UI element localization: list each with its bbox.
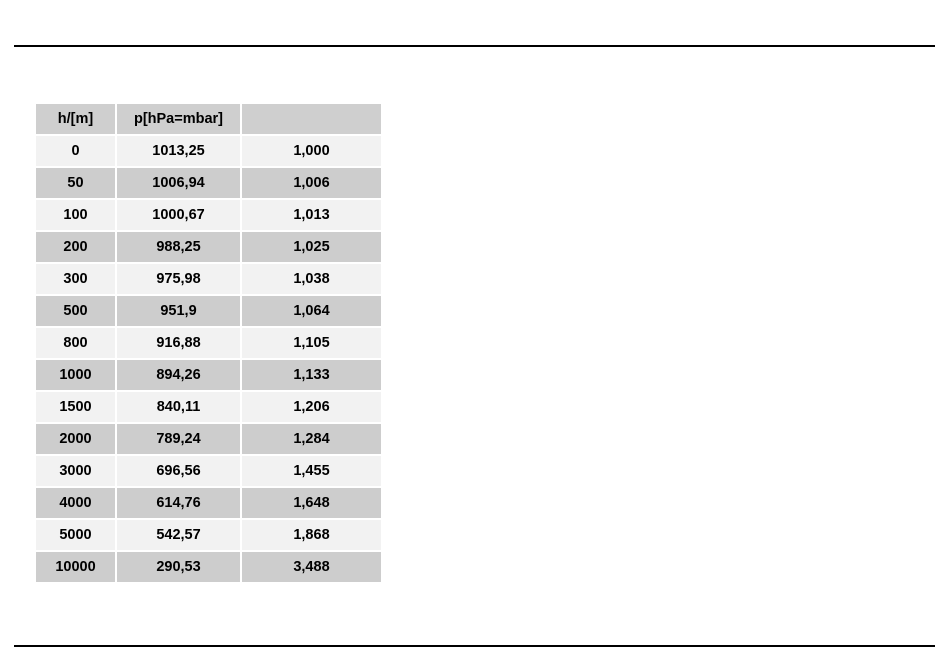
table-row [36,487,381,519]
cell-ratio: 1,013 [241,199,381,231]
cell-ratio: 1,455 [241,455,381,487]
table-row [36,263,381,295]
cell-ratio: 1,038 [241,263,381,295]
table-row [36,327,381,359]
table-row [36,135,381,167]
cell-altitude: 200 [36,231,116,263]
cell-altitude: 0 [36,135,116,167]
cell-altitude: 300 [36,263,116,295]
table-header-row [36,104,381,135]
table-row [36,455,381,487]
cell-ratio: 1,206 [241,391,381,423]
cell-ratio: 1,064 [241,295,381,327]
cell-altitude: 100 [36,199,116,231]
cell-altitude: 1500 [36,391,116,423]
cell-pressure: 894,26 [116,359,241,391]
cell-pressure: 1006,94 [116,167,241,199]
cell-pressure: 975,98 [116,263,241,295]
cell-pressure: 696,56 [116,455,241,487]
header-pressure: p[hPa=mbar] [116,104,241,135]
cell-ratio: 1,133 [241,359,381,391]
top-rule [14,45,935,47]
cell-altitude: 2000 [36,423,116,455]
header-altitude: h/[m] [36,104,116,135]
cell-altitude: 50 [36,167,116,199]
table-row [36,295,381,327]
cell-ratio: 1,648 [241,487,381,519]
cell-pressure: 951,9 [116,295,241,327]
cell-pressure: 1013,25 [116,135,241,167]
cell-ratio: 1,006 [241,167,381,199]
table-row [36,519,381,551]
table-row [36,391,381,423]
cell-altitude: 3000 [36,455,116,487]
cell-pressure: 789,24 [116,423,241,455]
cell-altitude: 10000 [36,551,116,583]
cell-altitude: 800 [36,327,116,359]
cell-altitude: 4000 [36,487,116,519]
cell-ratio: 1,000 [241,135,381,167]
table-row [36,231,381,263]
cell-altitude: 5000 [36,519,116,551]
cell-ratio: 1,105 [241,327,381,359]
bottom-rule [14,645,935,647]
cell-pressure: 290,53 [116,551,241,583]
header-ratio [241,104,381,135]
cell-pressure: 614,76 [116,487,241,519]
table-row [36,551,381,583]
cell-pressure: 542,57 [116,519,241,551]
altitude-pressure-table [36,104,381,584]
cell-ratio: 1,025 [241,231,381,263]
cell-pressure: 988,25 [116,231,241,263]
cell-pressure: 1000,67 [116,199,241,231]
cell-ratio: 1,868 [241,519,381,551]
table-row [36,359,381,391]
cell-altitude: 500 [36,295,116,327]
cell-pressure: 916,88 [116,327,241,359]
cell-ratio: 1,284 [241,423,381,455]
table-row [36,167,381,199]
cell-ratio: 3,488 [241,551,381,583]
cell-pressure: 840,11 [116,391,241,423]
table-row [36,423,381,455]
cell-altitude: 1000 [36,359,116,391]
table-row [36,199,381,231]
